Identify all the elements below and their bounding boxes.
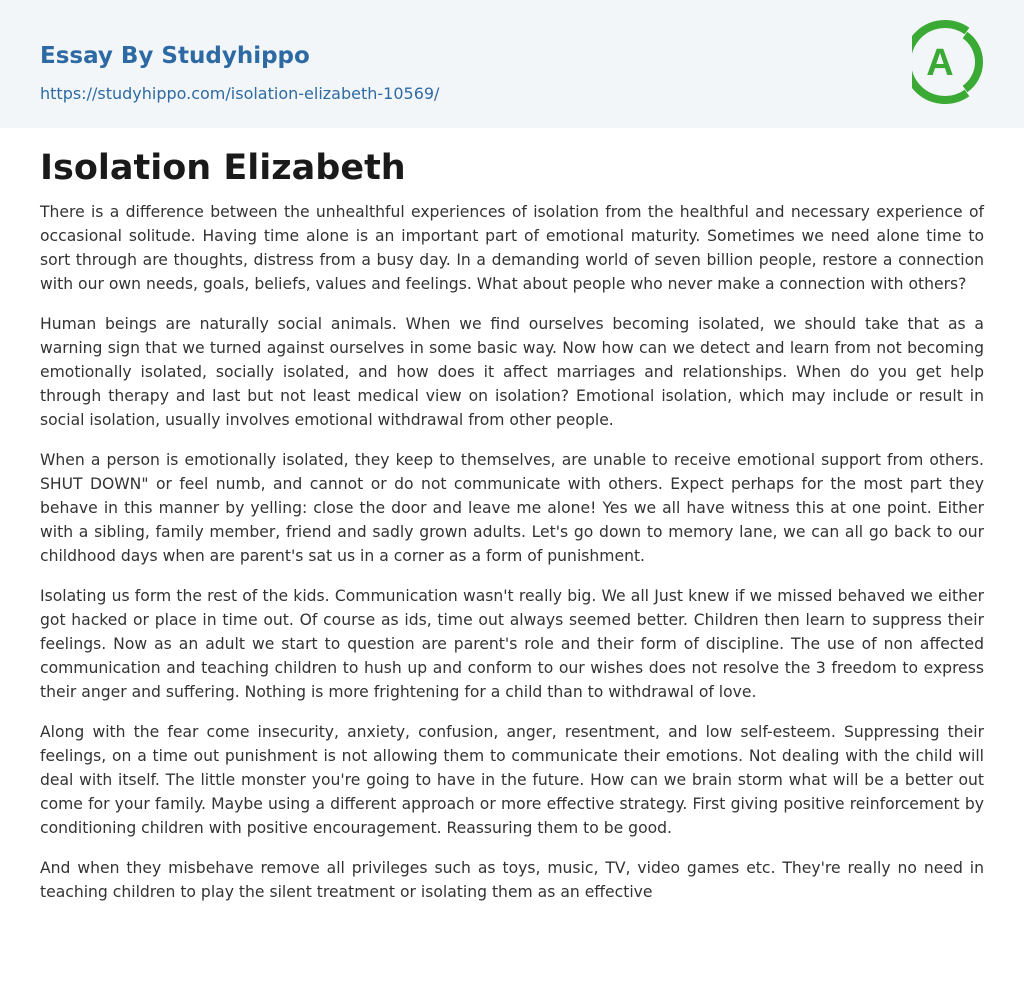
essay-paragraph-4: Isolating us form the rest of the kids. Communication wasn't really big. We all Just knew if we missed behaved we either got hacked or place in time out. Of course as ids, time out always seemed better. Children then learn to suppress their feelings. Now as an adult we start to question are parent's role and their form of discipline. The use of non affected communication and teaching children to hush up and conform to our wishes does not resolve the 3 freedom to express their anger and suffering. Nothing is more frightening for a child than to withdrawal of love. <box>40 587 984 701</box>
page-title: Isolation Elizabeth <box>40 148 406 188</box>
logo-letter: A <box>926 42 954 84</box>
essay-url-link[interactable]: https://studyhippo.com/isolation-elizabeth-10569/ <box>40 84 440 103</box>
brand-title[interactable]: Essay By Studyhippo <box>40 43 310 69</box>
essay-body <box>40 200 984 920</box>
essay-paragraph-2: Human beings are naturally social animals. When we find ourselves becoming isolated, we should take that as a warning sign that we turned against ourselves in some basic way. Now how can we detect and learn from not becoming emotionally isolated, socially isolated, and how does it affect marriages and relationships. When do you get help through therapy and last but not least medical view on isolation? Emotional isolation, which may include or result in social isolation, usually involves emotional withdrawal from other people. <box>40 315 984 429</box>
essay-paragraph-1: There is a difference between the unhealthful experiences of isolation from the healthful and necessary experience of occasional solitude. Having time alone is an important part of emotional maturity. Sometimes we need alone time to sort through are thoughts, distress from a busy day. In a demanding world of seven billion people, restore a connection with our own needs, goals, beliefs, values and feelings. What about people who never make a connection with others? <box>40 203 984 293</box>
essay-paragraph-5: Along with the fear come insecurity, anxiety, confusion, anger, resentment, and low self-esteem. Suppressing their feelings, on a time out punishment is not allowing them to communicate their emotions. Not dealing with the child will deal with itself. The little monster you're going to have in the future. How can we brain storm what will be a better out come for your family. Maybe using a different approach or more effective strategy. First giving positive reinforcement by conditioning children with positive encouragement. Reassuring them to be good. <box>40 723 984 837</box>
essay-paragraph-3: When a person is emotionally isolated, they keep to themselves, are unable to receive emotional support from others. SHUT DOWN" or feel numb, and cannot or do not communicate with others. Expect perhaps for the most part they behave in this manner by yelling: close the door and leave me alone! Yes we all have witness this at one point. Either with a sibling, family member, friend and sadly grown adults. Let's go down to memory lane, we can all go back to our childhood days when are parent's sat us in a corner as a form of punishment. <box>40 451 984 565</box>
studyhippo-logo-icon[interactable] <box>912 19 986 105</box>
essay-paragraph-6: And when they misbehave remove all privileges such as toys, music, TV, video games etc. They're really no need in teaching children to play the silent treatment or isolating them as an effective <box>40 859 984 901</box>
